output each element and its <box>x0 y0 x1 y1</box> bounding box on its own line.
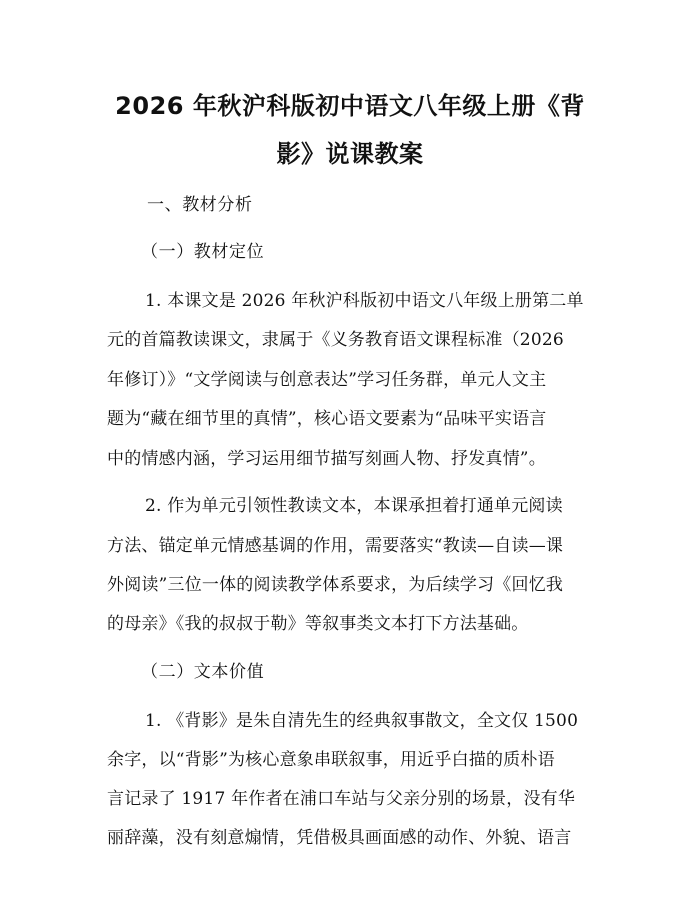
document-title-line-2: 影》说课教案 <box>276 140 424 168</box>
paragraph-line: 1. 本课文是 2026 年秋沪科版初中语文八年级上册第二单 <box>145 291 584 311</box>
section-heading: 一、教材分析 <box>147 195 253 215</box>
paragraph-line: 1. 《背影》是朱自清先生的经典叙事散文，全文仅 1500 <box>145 711 579 731</box>
paragraph-line: 丽辞藻，没有刻意煽情，凭借极具画面感的动作、外貌、语言 <box>107 828 572 848</box>
paragraph-line: 方法、锚定单元情感基调的作用，需要落实“教读—自读—课 <box>107 536 564 556</box>
paragraph-line: 2. 作为单元引领性教读文本，本课承担着打通单元阅读 <box>145 496 563 516</box>
paragraph-line: 元的首篇教读课文，隶属于《义务教育语文课程标准（2026 <box>107 330 564 350</box>
paragraph-line: 余字，以“背影”为核心意象串联叙事，用近乎白描的质朴语 <box>107 750 555 770</box>
subsection-heading: （二）文本价值 <box>141 662 265 682</box>
document-title-line-1: 2026 年秋沪科版初中语文八年级上册《背 <box>115 92 585 120</box>
paragraph-line: 年修订）》“文学阅读与创意表达”学习任务群，单元人文主 <box>107 370 547 390</box>
paragraph-line: 题为“藏在细节里的真情”，核心语文要素为“品味平实语言 <box>107 409 547 429</box>
paragraph-line: 中的情感内涵，学习运用细节描写刻画人物、抒发真情”。 <box>107 449 546 469</box>
paragraph-line: 外阅读”三位一体的阅读教学体系要求，为后续学习《回忆我 <box>107 575 564 595</box>
paragraph-line: 言记录了 1917 年作者在浦口车站与父亲分别的场景，没有华 <box>107 789 576 809</box>
subsection-heading: （一）教材定位 <box>141 242 265 262</box>
paragraph-line: 的母亲》《我的叔叔于勒》等叙事类文本打下方法基础。 <box>107 614 529 634</box>
